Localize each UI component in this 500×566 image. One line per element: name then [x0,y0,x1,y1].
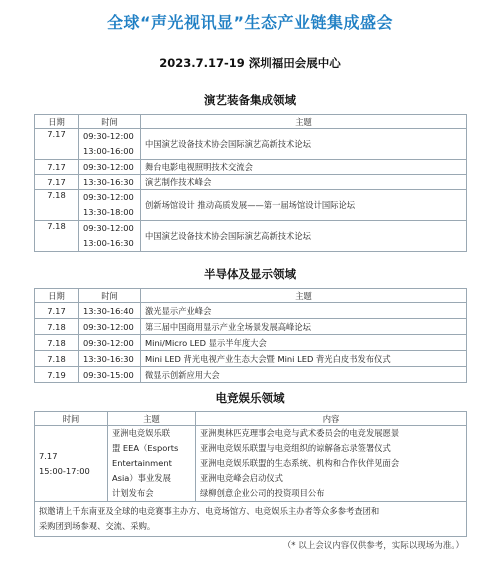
section-title-semiconductor: 半导体及显示领域 [204,267,296,281]
time-line: 13:00-16:00 [83,146,134,156]
esports-content [196,426,467,502]
row-date: 7.18 [35,351,79,367]
row-date: 7.18 [35,335,79,351]
content-line: 亚洲电竞娱乐联盟与电竞组织的谅解备忘录签署仪式 [200,443,391,453]
theme-line: 亚洲电竞娱乐联 [112,428,171,438]
esports-time [35,426,108,502]
table-row [35,303,467,319]
table-row [35,190,467,221]
row-date: 7.18 [35,221,79,252]
esports-table [34,411,467,537]
row-date: 7.18 [35,190,79,221]
invitation-text [35,502,467,537]
table-row [35,221,467,252]
content-line: 亚洲电竞娱乐联盟的生态系统、机构和合作伙伴见面会 [200,458,400,468]
time-line: 09:30-12:00 [83,223,134,233]
performance-table [34,114,467,252]
table-row [35,351,467,367]
column-header-time: 时间 [35,412,108,426]
theme-line: Asia）事业发展 [112,473,171,483]
row-time: 09:30-15:00 [79,367,141,383]
table-header-row [35,412,467,426]
row-topic: 中国演艺设备技术协会国际演艺高新技术论坛 [141,129,467,160]
row-topic: Mini LED 背光电视产业生态大会暨 Mini LED 背光白皮书发布仪式 [141,351,467,367]
time-line: 13:30-18:00 [83,207,134,217]
row-topic: 第三届中国商用显示产业全场景发展高峰论坛 [141,319,467,335]
column-header-date: 日期 [35,289,79,303]
row-topic: 中国演艺设备技术协会国际演艺高新技术论坛 [141,221,467,252]
row-time [79,221,141,252]
time-line: 13:00-16:30 [83,238,134,248]
invitation-row [35,502,467,537]
row-time: 09:30-12:00 [79,335,141,351]
column-header-topic: 主题 [141,115,467,129]
table-row [35,129,467,160]
row-time: 13:30-16:30 [79,351,141,367]
esports-time-range: 15:00-17:00 [39,465,90,476]
row-topic: Mini/Micro LED 显示半年度大会 [141,335,467,351]
footnote: （* 以上会议内容仅供参考，实际以现场为准。） [282,541,464,551]
row-date: 7.17 [35,175,79,190]
theme-line: 计划发布会 [112,488,154,498]
row-topic: 舞台电影电视照明技术交流会 [141,160,467,175]
theme-line: Entertainment [112,458,172,468]
section-title-esports: 电竞娱乐领域 [215,391,285,405]
theme-line: 盟 EEA（Esports [112,443,179,453]
row-time [79,190,141,221]
table-row [35,160,467,175]
row-topic: 演艺制作技术峰会 [141,175,467,190]
time-line: 09:30-12:00 [83,131,134,141]
column-header-content: 内容 [196,412,467,426]
column-header-topic: 主题 [141,289,467,303]
table-row [35,426,467,502]
table-header-row [35,115,467,129]
row-date: 7.17 [35,160,79,175]
row-topic: 微显示创新应用大会 [141,367,467,383]
row-topic: 激光显示产业峰会 [141,303,467,319]
table-row [35,335,467,351]
column-header-time: 时间 [79,289,141,303]
row-time: 09:30-12:00 [79,319,141,335]
content-line: 绿柳创意企业公司的投资项目公布 [200,488,325,498]
table-row [35,367,467,383]
section-title-performance: 演艺装备集成领域 [204,93,296,107]
esports-theme [108,426,196,502]
table-row [35,175,467,190]
invitation-line: 采购团到场参观、交流、采购。 [39,521,156,531]
row-topic: 创新场馆设计 推动高质发展——第一届场馆设计国际论坛 [141,190,467,221]
time-line: 09:30-12:00 [83,192,134,202]
event-date-venue: 2023.7.17-19 深圳福田会展中心 [159,56,341,70]
row-time: 13:30-16:40 [79,303,141,319]
table-row [35,319,467,335]
content-line: 亚洲电竞峰会启动仪式 [200,473,283,483]
column-header-theme: 主题 [108,412,196,426]
semiconductor-table [34,288,467,383]
content-line: 亚洲奥林匹克理事会电竞与武术委员会的电竞发展愿景 [200,428,400,438]
invitation-line: 拟邀请上千东南亚及全球的电竞赛事主办方、电竞场馆方、电竞娱乐主办者等众多参考查团和 [39,506,380,516]
table-header-row [35,289,467,303]
row-date: 7.19 [35,367,79,383]
column-header-time: 时间 [79,115,141,129]
page-title: 全球“声光视讯显”生态产业链集成盛会 [106,13,394,32]
row-time [79,129,141,160]
row-time: 09:30-12:00 [79,160,141,175]
row-date: 7.17 [35,129,79,160]
row-date: 7.17 [35,303,79,319]
row-date: 7.18 [35,319,79,335]
esports-date: 7.17 [39,450,58,461]
row-time: 13:30-16:30 [79,175,141,190]
column-header-date: 日期 [35,115,79,129]
